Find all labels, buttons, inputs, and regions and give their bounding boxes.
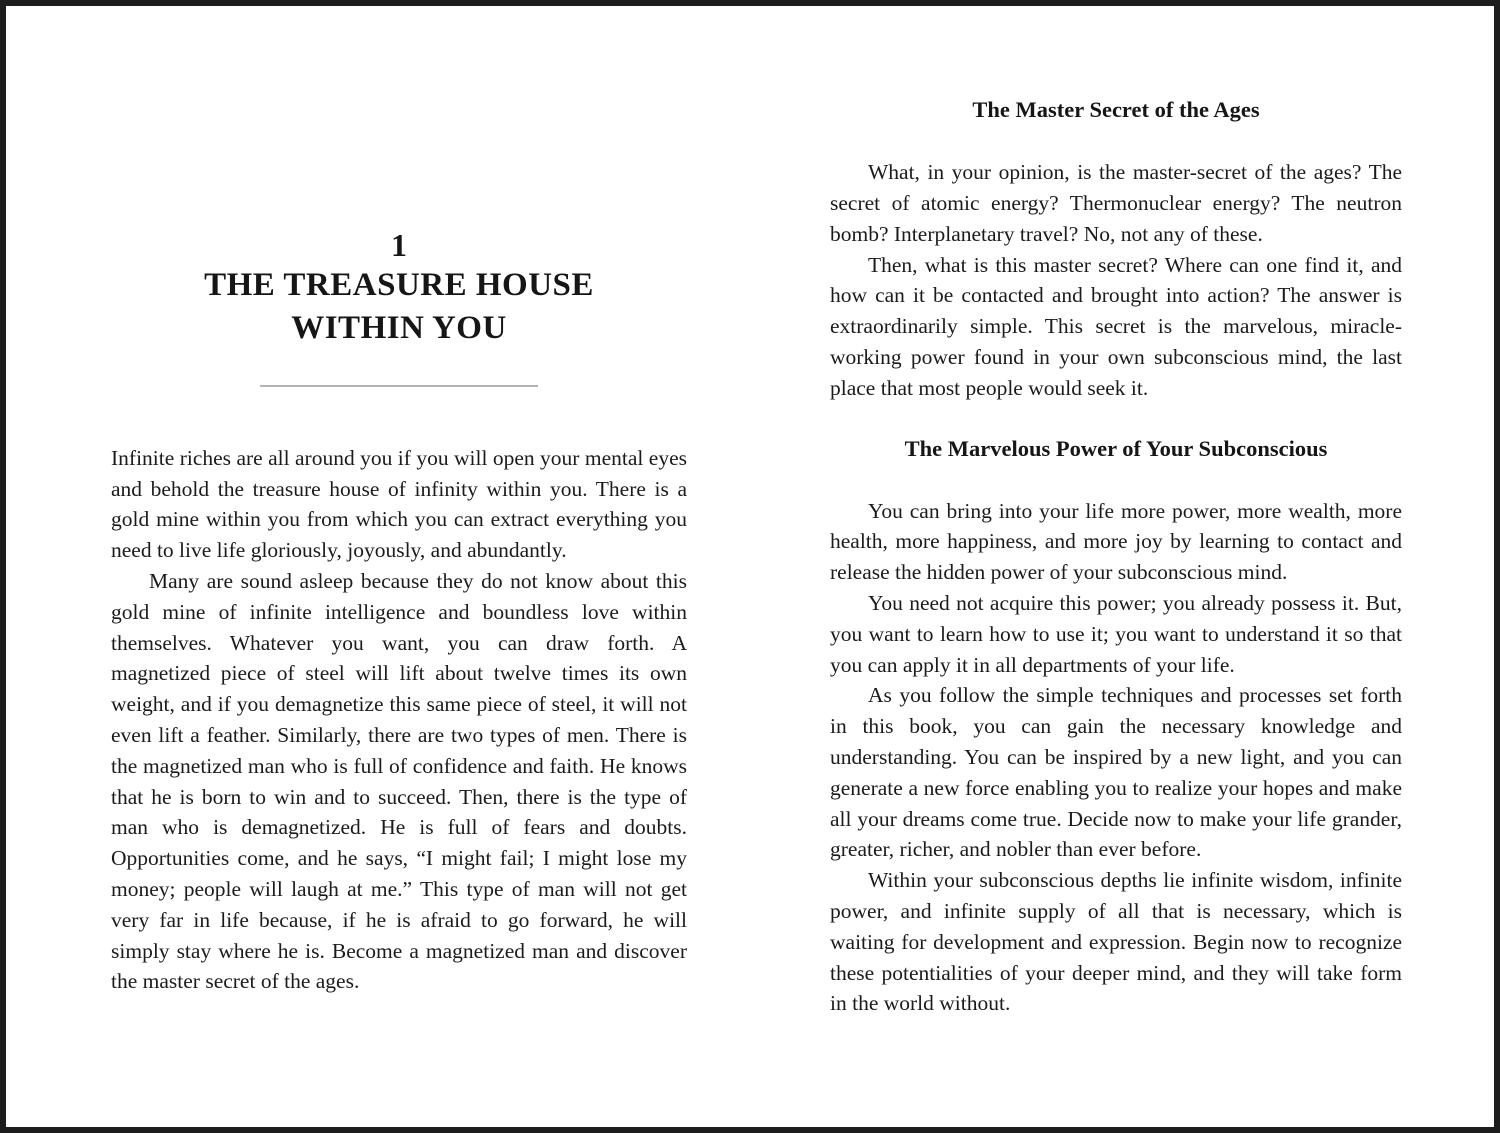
left-page: [111, 6, 687, 1127]
body-paragraph: Infinite riches are all around you if you will open your mental eyes and behold the treasure house of infinity within you. There is a gold mine within you from which you can extract everything you need to live life gloriously, joyously, and abundantly.: [111, 445, 687, 563]
section-heading: The Marvelous Power of Your Subconscious: [904, 435, 1328, 461]
body-paragraph: What, in your opinion, is the master-secret of the ages? The secret of atomic energy? Thermonuclear energy? The neutron bomb? Interplanetary travel? No, not any of these.: [830, 160, 1402, 246]
body-paragraph: You need not acquire this power; you already possess it. But, you want to learn how to use it; you want to understand it so that you can apply it in all departments of your life.: [830, 591, 1402, 677]
body-paragraph: Then, what is this master secret? Where can one find it, and how can it be contacted and brought into action? The answer is extraordinarily simple. This secret is the marvelous, miracle-working power found in your own subconscious mind, the last place that most people would seek it.: [830, 252, 1402, 400]
chapter-title-line-1: THE TREASURE HOUSE: [204, 267, 594, 304]
body-paragraph: Many are sound asleep because they do not know about this gold mine of infinite intelligence and boundless love within themselves. Whatever you want, you can draw forth. A magnetized piece of steel will lift about twelve times its own weight, and if you demagnetize this same piece of steel, it will not even lift a feather. Similarly, there are two types of men. There is the magnetized man who is full of confidence and faith. He knows that he is born to win and to succeed. Then, there is the type of man who is demagnetized. He is full of fears and doubts. Opportunities come, and he says, “I might fail; I might lose my money; people will laugh at me.” This type of man will not get very far in life because, if he is afraid to go forward, he will simply stay where he is. Become a magnetized man and discover the master secret of the ages.: [111, 569, 687, 994]
section-heading: The Master Secret of the Ages: [972, 97, 1260, 122]
chapter-heading: [111, 6, 687, 387]
chapter-divider-rule: [260, 385, 538, 387]
chapter-number: 1: [391, 227, 407, 263]
body-paragraph: As you follow the simple techniques and processes set forth in this book, you can gain the necessary knowledge and understanding. You can be inspired by a new light, and you can generate a new force enabling you to realize your hopes and make all your dreams come true. Decide now to make your life grander, greater, richer, and nobler than ever before.: [830, 683, 1402, 862]
right-page: [830, 6, 1402, 1127]
body-paragraph: Within your subconscious depths lie infinite wisdom, infinite power, and infinite supply of all that is necessary, which is waiting for development and expression. Begin now to recognize these potentialities of your deeper mind, and they will take form in the world without.: [830, 868, 1402, 1016]
chapter-title-line-2: WITHIN YOU: [291, 309, 507, 346]
body-paragraph: You can bring into your life more power, more wealth, more health, more happiness, and more joy by learning to contact and release the hidden power of your subconscious mind.: [830, 498, 1402, 585]
